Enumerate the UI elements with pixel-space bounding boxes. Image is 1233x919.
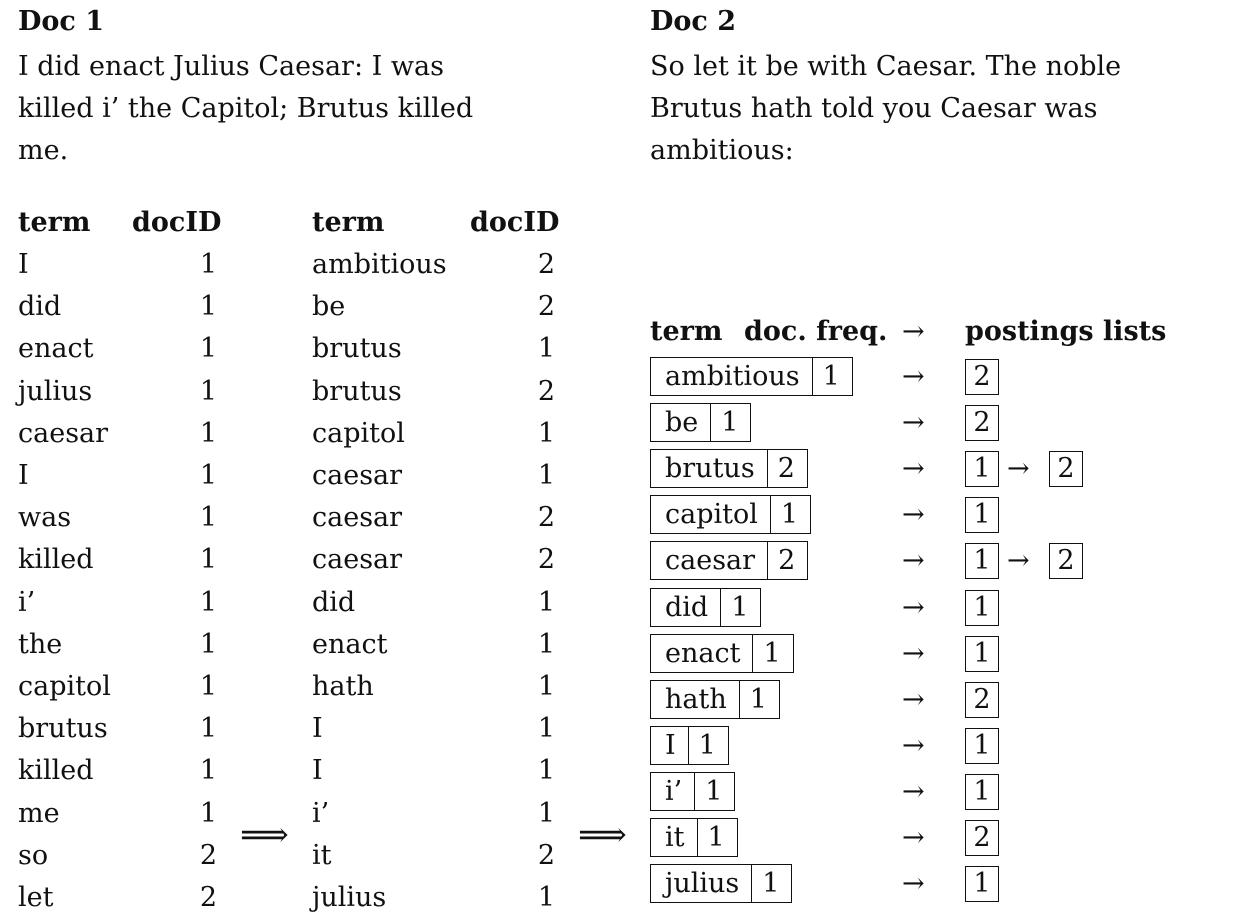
table-term-cell: the: [18, 628, 63, 660]
table-docid-cell: 1: [537, 671, 555, 702]
posting-docid: 1: [965, 636, 999, 672]
posting-link-arrow-icon: →: [1007, 453, 1030, 485]
dictionary-term: hath: [665, 683, 727, 715]
dict-freq-header: doc. freq.: [744, 316, 888, 347]
dictionary-doc-freq: 1: [739, 681, 779, 718]
table-docid-cell: 1: [199, 291, 217, 323]
posting-docid: 1: [965, 497, 999, 533]
dictionary-term: it: [665, 822, 685, 853]
dictionary-doc-freq: 1: [710, 404, 750, 441]
table-term-cell: killed: [18, 755, 94, 787]
table-docid-cell: 1: [199, 249, 217, 280]
table-term-cell: I: [18, 460, 29, 491]
dictionary-entry: [650, 680, 780, 719]
table-docid-cell: 2: [537, 544, 555, 576]
doc1-line: killed i’ the Capitol; Brutus killed: [18, 93, 474, 124]
table-term-cell: i’: [18, 586, 36, 618]
posting-link-arrow-icon: →: [1007, 545, 1030, 577]
dictionary-term: ambitious: [665, 361, 800, 392]
dictionary-entry: [650, 449, 808, 488]
table-term-cell: ambitious: [312, 249, 447, 280]
table-docid-cell: 1: [199, 628, 217, 660]
dict-postings-header: postings lists: [965, 316, 1167, 347]
table2-docid-header: docID: [470, 207, 560, 238]
table-term-cell: enact: [18, 333, 94, 365]
table-term-cell: capitol: [312, 417, 405, 449]
posting-docid: 2: [965, 820, 999, 856]
posting-docid: 1: [965, 774, 999, 810]
dict-arrow-header: →: [902, 316, 925, 347]
table-term-cell: julius: [312, 882, 387, 913]
doc1-line: me.: [18, 135, 69, 166]
pointer-arrow-icon: →: [902, 729, 925, 761]
table-term-cell: capitol: [18, 671, 111, 702]
dictionary-entry: [650, 634, 794, 673]
dictionary-doc-freq: 1: [694, 773, 734, 810]
table-term-cell: julius: [18, 375, 93, 407]
table-docid-cell: 2: [537, 839, 555, 871]
dictionary-entry: [650, 772, 735, 811]
table-term-cell: I: [312, 713, 323, 745]
dictionary-entry: [650, 495, 811, 534]
index-arrow-icon: ⟹: [578, 815, 627, 855]
table-docid-cell: 2: [199, 839, 217, 871]
dictionary-doc-freq: 1: [697, 819, 737, 856]
posting-docid: 1: [965, 451, 999, 487]
dictionary-entry: [650, 818, 738, 857]
dictionary-doc-freq: 2: [767, 450, 807, 487]
dictionary-term: I: [665, 729, 676, 761]
doc1-title: Doc 1: [18, 6, 105, 37]
posting-docid: 1: [965, 590, 999, 626]
table1-docid-header: docID: [132, 207, 222, 238]
table-docid-cell: 2: [537, 291, 555, 323]
table-term-cell: brutus: [312, 375, 402, 407]
pointer-arrow-icon: →: [902, 822, 925, 853]
doc2-title: Doc 2: [650, 6, 737, 37]
table-docid-cell: 1: [537, 333, 555, 365]
dictionary-term: enact: [665, 637, 741, 669]
dictionary-entry: [650, 357, 853, 396]
posting-docid: 1: [965, 728, 999, 764]
posting-docid: 1: [965, 866, 999, 902]
table-docid-cell: 1: [537, 460, 555, 491]
table-term-cell: caesar: [312, 460, 403, 491]
dictionary-doc-freq: 1: [752, 635, 792, 672]
dictionary-doc-freq: 2: [767, 542, 807, 579]
dictionary-term: be: [665, 407, 699, 439]
pointer-arrow-icon: →: [902, 868, 925, 900]
table-docid-cell: 1: [199, 544, 217, 576]
table-docid-cell: 1: [199, 797, 217, 829]
table-docid-cell: 1: [537, 628, 555, 660]
table-term-cell: be: [312, 291, 346, 323]
table-term-cell: let: [18, 882, 54, 913]
table-term-cell: caesar: [18, 417, 109, 449]
doc2-line: So let it be with Caesar. The noble: [650, 51, 1122, 82]
table-term-cell: killed: [18, 544, 94, 576]
dictionary-term: i’: [665, 775, 683, 807]
dictionary-doc-freq: 1: [770, 496, 810, 533]
dictionary-entry: [650, 541, 808, 580]
table1-term-header: term: [18, 207, 91, 238]
pointer-arrow-icon: →: [902, 407, 925, 439]
pointer-arrow-icon: →: [902, 361, 925, 392]
pointer-arrow-icon: →: [902, 775, 925, 807]
table-term-cell: so: [18, 839, 49, 871]
table-docid-cell: 2: [537, 375, 555, 407]
table-docid-cell: 1: [199, 375, 217, 407]
table-docid-cell: 1: [199, 502, 217, 534]
dictionary-entry: [650, 588, 761, 627]
table-term-cell: was: [18, 502, 72, 534]
pointer-arrow-icon: →: [902, 637, 925, 669]
table-term-cell: did: [18, 291, 62, 323]
dictionary-entry: [650, 403, 751, 442]
sort-arrow-icon: ⟹: [240, 815, 289, 855]
table-term-cell: caesar: [312, 502, 403, 534]
dictionary-doc-freq: 1: [688, 727, 728, 764]
table-docid-cell: 2: [537, 502, 555, 534]
table-docid-cell: 1: [199, 586, 217, 618]
table-docid-cell: 1: [199, 333, 217, 365]
dictionary-term: capitol: [665, 499, 758, 531]
table-docid-cell: 1: [199, 460, 217, 491]
doc2-line: ambitious:: [650, 135, 794, 166]
table-term-cell: I: [312, 755, 323, 787]
dictionary-term: brutus: [665, 453, 755, 485]
table-term-cell: caesar: [312, 544, 403, 576]
pointer-arrow-icon: →: [902, 683, 925, 715]
table-docid-cell: 1: [199, 713, 217, 745]
dictionary-entry: [650, 864, 792, 903]
table-docid-cell: 2: [199, 882, 217, 913]
table-docid-cell: 1: [199, 755, 217, 787]
pointer-arrow-icon: →: [902, 545, 925, 577]
dictionary-entry: [650, 726, 729, 765]
table-docid-cell: 1: [199, 671, 217, 702]
posting-docid: 2: [965, 405, 999, 441]
table-term-cell: did: [312, 586, 356, 618]
doc2-line: Brutus hath told you Caesar was: [650, 93, 1098, 124]
table-term-cell: i’: [312, 797, 330, 829]
dictionary-term: caesar: [665, 545, 756, 577]
table-term-cell: I: [18, 249, 29, 280]
table-term-cell: hath: [312, 671, 374, 702]
table-docid-cell: 1: [537, 586, 555, 618]
posting-docid: 1: [965, 543, 999, 579]
posting-docid: 2: [1049, 451, 1083, 487]
dictionary-term: julius: [665, 868, 740, 900]
posting-docid: 2: [1049, 543, 1083, 579]
table-docid-cell: 1: [537, 713, 555, 745]
table-term-cell: brutus: [312, 333, 402, 365]
table-term-cell: it: [312, 839, 332, 871]
table-docid-cell: 1: [537, 417, 555, 449]
table-docid-cell: 1: [537, 755, 555, 787]
table-docid-cell: 1: [537, 797, 555, 829]
dictionary-term: did: [665, 591, 709, 623]
posting-docid: 2: [965, 682, 999, 718]
dictionary-doc-freq: 1: [751, 865, 791, 902]
posting-docid: 2: [965, 359, 999, 395]
table-docid-cell: 1: [199, 417, 217, 449]
table-docid-cell: 2: [537, 249, 555, 280]
table-term-cell: enact: [312, 628, 388, 660]
dict-term-header: term: [650, 316, 723, 347]
dictionary-doc-freq: 1: [812, 358, 852, 395]
pointer-arrow-icon: →: [902, 453, 925, 485]
dictionary-doc-freq: 1: [720, 589, 760, 626]
table-docid-cell: 1: [537, 882, 555, 913]
table2-term-header: term: [312, 207, 385, 238]
pointer-arrow-icon: →: [902, 591, 925, 623]
table-term-cell: me: [18, 797, 60, 829]
table-term-cell: brutus: [18, 713, 108, 745]
pointer-arrow-icon: →: [902, 499, 925, 531]
doc1-line: I did enact Julius Caesar: I was: [18, 51, 444, 82]
